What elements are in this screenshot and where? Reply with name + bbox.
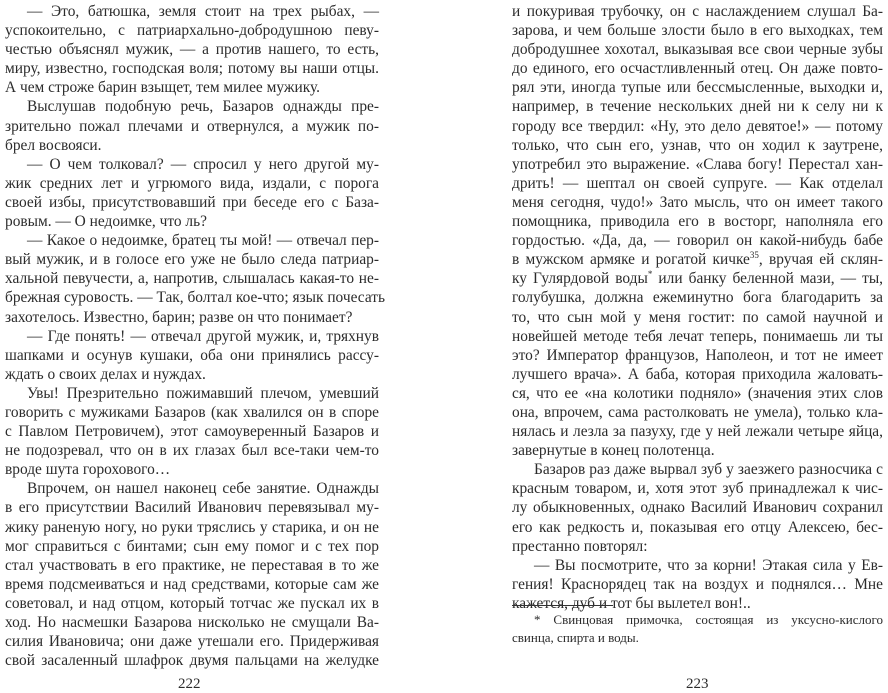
paragraph — [5, 384, 379, 479]
text-line: с Павлом Петровичем), этот самоуверенный Базаров и — [5, 423, 379, 441]
text-line: силия Ивановича; они даже утешали его. Придерживая — [5, 633, 379, 651]
text-line: красным товаром, и, хотя этот зуб принадлежал к чис- — [512, 480, 883, 498]
text-line: добродушнее хохотал, выказывая все свои черные зубы — [512, 41, 883, 59]
left-page — [5, 2, 386, 670]
text-line: свинца, спирта и воды. — [512, 630, 639, 645]
text-line: брежная суровость. — Так, болтал кое-что; язык почесать — [5, 289, 386, 307]
text-line: употребил это выражение. «Слава богу! Перестал хан- — [512, 155, 883, 173]
text-line: — О чем толковал? — спросил у него другой му- — [27, 155, 379, 173]
paragraph — [5, 327, 379, 384]
text-line: ход. Но насмешки Базарова нисколько не смущали Ва- — [5, 614, 379, 631]
footnote-marker[interactable]: 35 — [749, 250, 759, 261]
text-line: рял эти, иногда тупые или бессмысленные, выходки и, — [512, 79, 883, 97]
text-line: ровым. — О недоимке, что ль? — [5, 213, 207, 231]
text-line: то, что сын мой у меня гостит: по самой научной и — [512, 308, 883, 326]
text-line: зарова, и чем больше злости было в его выходках, тем — [512, 22, 883, 40]
text-line: престанно повторял: — [512, 537, 648, 555]
text-line: дрить! — шептал он своей супруге. — Как отделал — [512, 174, 883, 192]
text-line: его как редкость и, показывая его отцу Алексею, бес- — [512, 518, 883, 536]
text-line: Впрочем, он нашел наконец себе занятие. Однажды — [27, 480, 379, 498]
text-line: гения! Краснорядец так на воздух и поднялся… Мне — [512, 575, 883, 593]
right-page — [512, 2, 884, 645]
text-line: А чем строже барин взыщет, тем милее мужику. — [5, 79, 320, 97]
text-line: ся, что ее «на колотики подняло» (значения этих слов — [512, 384, 883, 402]
text-line: и покуривая трубочку, он с наслаждением слушал Ба- — [512, 3, 883, 20]
text-line: вый мужик, и в голосе его уже не было следа патриар- — [5, 251, 379, 269]
text-line — [512, 269, 883, 288]
paragraph — [5, 479, 379, 670]
paragraph — [5, 2, 379, 97]
text-line: успокоительно, с патриархально-добродушною певу- — [5, 22, 379, 40]
text-line: стал участвовать в его практике, не переставая в то же — [5, 556, 379, 574]
text-line: — Это, батюшка, земля стоит на трех рыбах, — — [27, 3, 379, 20]
text-line: жику раненую ногу, но руки тряслись у старика, и он не — [5, 518, 379, 536]
text-line: честью объяснял мужик, — а против нашего, то есть, — [5, 41, 379, 59]
paragraph — [5, 155, 379, 231]
page-number-left: 222 — [178, 676, 201, 692]
text-line: брел восвояси. — [5, 136, 102, 154]
text-line: говорить с мужиками Базаров (как хвалился он в споре — [5, 403, 379, 421]
text-line: городу все твердил: «Ну, это дело девятое!» — потому — [512, 117, 883, 135]
text-line: она, впрочем, сама растолковать не умела), только кла- — [512, 403, 883, 421]
text-segment: в мужском армяке и рогатой кичке — [512, 251, 750, 269]
text-line: новейшей методе тебя лечат теперь, понимаешь ли ты — [512, 327, 883, 345]
text-line: Базаров раз даже вырвал зуб у заезжего разносчика с — [534, 461, 883, 479]
text-line: например, в течение нескольких дней ни к селу ни к — [512, 98, 883, 116]
text-line: помощника, приводила его в восторг, наполняла его — [512, 213, 883, 231]
paragraph — [5, 97, 379, 154]
text-line: вроде шута горохового… — [5, 461, 171, 479]
text-line: Выслушав подобную речь, Базаров однажды пре- — [27, 98, 379, 116]
text-line: только, что сын его, узнав, что он ходил к заутрене, — [512, 136, 883, 154]
text-line: хальной певучести, а, напротив, слышалась какая-то не- — [5, 270, 379, 288]
text-line: лу обыкновенных, однако Василий Иванович сохранил — [512, 499, 883, 517]
text-line: гордостью. «Да, да, — говорил он какой-нибудь бабе — [512, 232, 883, 250]
text-line: свой засаленный шлафрок двумя пальцами на желудке — [5, 652, 379, 670]
text-line: кажется, дуб и тот бы вылетел вон!.. — [512, 594, 751, 612]
footnote-marker[interactable]: * — [647, 269, 653, 280]
text-line: — Вы посмотрите, что за корни! Этакая сила у Ев- — [534, 556, 883, 574]
footnote-divider — [512, 605, 613, 606]
text-line: зрительно пожал плечами и отвернулся, а мужик по- — [5, 117, 379, 135]
text-line: до единого, его осчастливленный отец. Он даже повто- — [512, 60, 883, 78]
left-page-body — [5, 2, 386, 670]
text-line: захотелось. Известно, барин; разве он что понимает? — [5, 308, 353, 326]
text-line: время подсмеиваться и над средствами, которые сам же — [5, 575, 379, 593]
paragraph — [512, 460, 883, 555]
text-line: не подозревал, что он в их глазах был все-таки чем-то — [5, 442, 379, 460]
text-line: лучшего врача». А баба, которая приходила жаловать- — [512, 365, 883, 383]
text-line: * Свинцовая примочка, состоящая из уксусно-кислого — [534, 612, 883, 627]
right-page-body — [512, 2, 883, 613]
paragraph — [5, 231, 386, 326]
text-line: мог справиться с бинтами; сын ему помог и с тех пор — [5, 537, 379, 555]
text-line: — Какое о недоимке, братец ты мой! — отвечал пер- — [27, 232, 379, 250]
text-line: советовал, и над отцом, который тотчас же пускал их в — [5, 594, 379, 612]
paragraph — [512, 2, 883, 460]
text-segment: или банку беленной мази, — ты, — [652, 270, 884, 288]
text-line: своей избы, присутствовавший при беседе его с База- — [5, 193, 379, 211]
text-line: в его присутствии Василий Иванович перевязывал му- — [5, 499, 379, 517]
page-number-right: 223 — [686, 676, 709, 692]
text-line: меня сегодня, чудо!» Зато мысль, что он имеет такого — [512, 193, 883, 211]
text-segment: ку Гулярдовой воды — [512, 270, 648, 288]
text-line: миру, известно, господская воля; потому вы наши отцы. — [5, 60, 379, 78]
text-line: Увы! Презрительно пожимавший плечом, умевший — [27, 384, 379, 402]
text-line: завернутые в конец полотенца. — [512, 442, 715, 460]
text-line: это? Император французов, Наполеон, и тот не имеет — [512, 346, 883, 364]
footnote — [512, 611, 883, 647]
text-line: — Где понять! — отвечал другой мужик, и, тряхнув — [27, 327, 379, 345]
text-segment: , вручая ей склян- — [758, 251, 883, 269]
text-line: жик средних лет и угрюмого вида, издали, с порога — [5, 174, 379, 192]
text-line: шапками и осунув кушаки, оба они принялись рассу- — [5, 346, 379, 364]
text-line: ждать о своих делах и нуждах. — [5, 365, 206, 383]
text-line: голубушка, должна ежеминутно бога благодарить за — [512, 289, 883, 307]
text-line: нялась и лезла за пазуху, где у ней лежали четыре яйца, — [512, 423, 883, 441]
text-line — [512, 250, 883, 269]
